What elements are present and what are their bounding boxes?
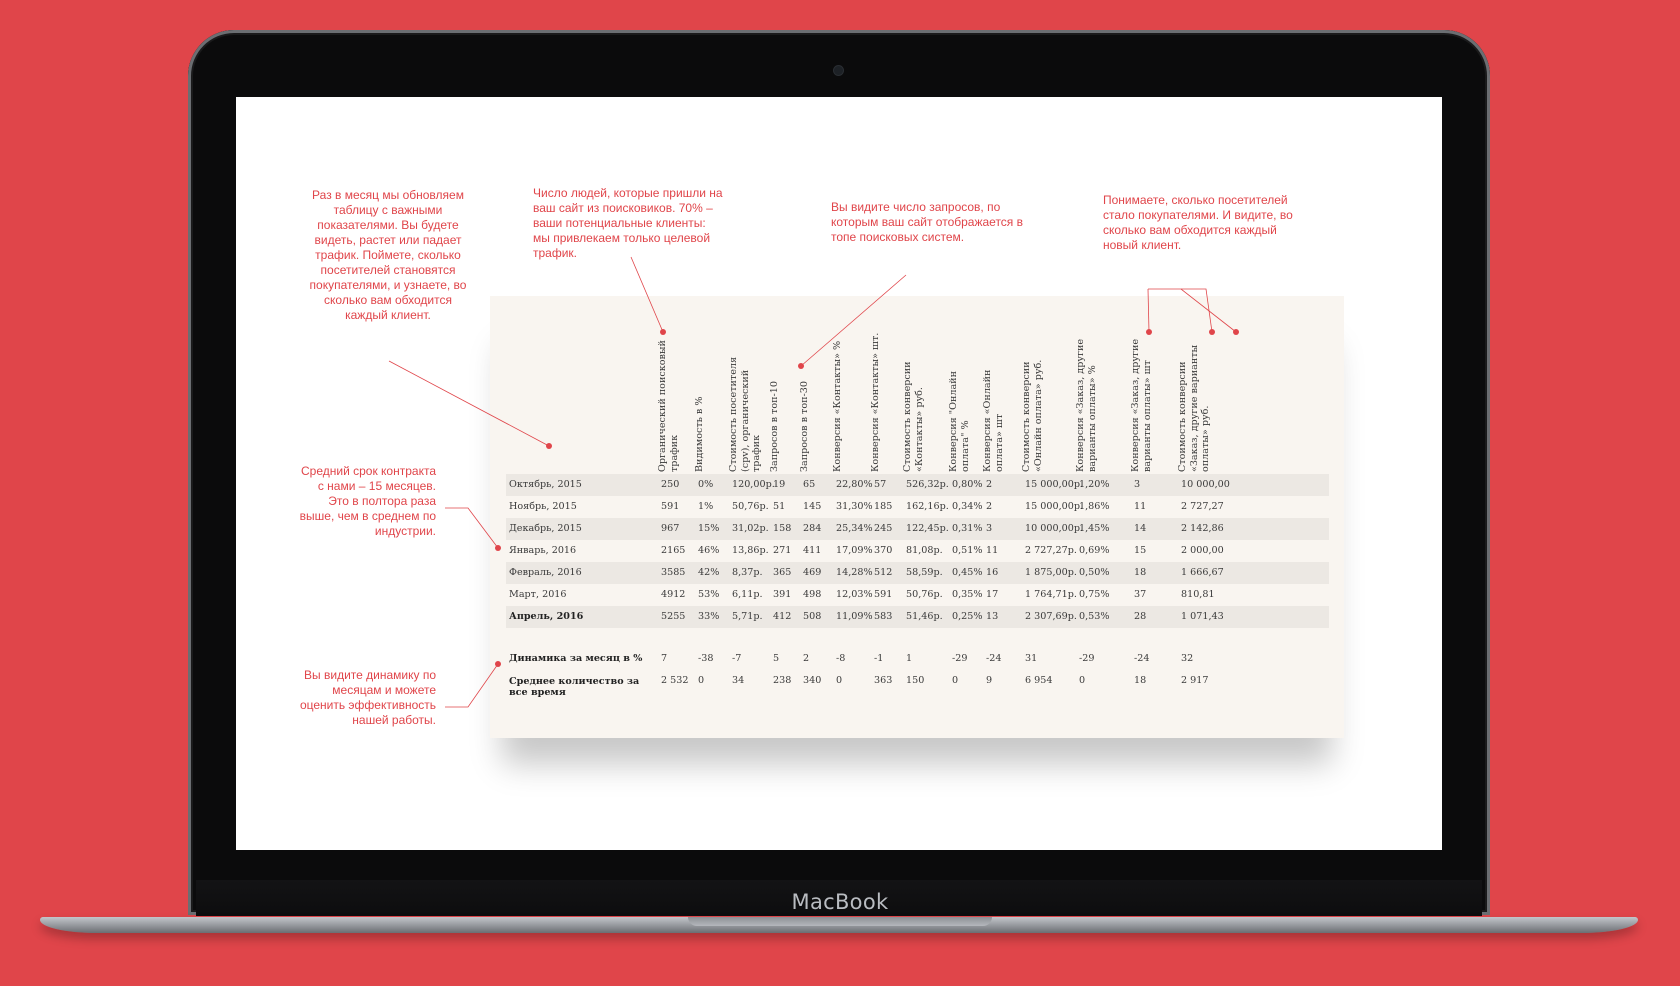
- table-cell: 1,45%: [1079, 523, 1110, 534]
- table-cell: 2 727,27: [1181, 501, 1224, 512]
- table-cell: 512: [874, 567, 893, 578]
- table-cell: -38: [698, 653, 714, 664]
- table-cell: 0,50%: [1079, 567, 1110, 578]
- table-cell: 0: [952, 675, 959, 686]
- table-cell: 50,76р.: [906, 589, 943, 600]
- annotation-queries: Вы видите число запросов, по которым ваш сайт отображается в топе поисковых систем.: [831, 200, 1024, 244]
- row-label: Динамика за месяц в %: [509, 653, 643, 664]
- table-cell: 0,51%: [952, 545, 983, 556]
- table-cell: 0,25%: [952, 611, 983, 622]
- table-cell: -7: [732, 653, 742, 664]
- table-row: [506, 540, 1329, 562]
- table-cell: 412: [773, 611, 792, 622]
- annotation-conversion: Понимаете, сколько посетителей стало покупателями. И видите, во сколько вам обходится каждый новый клиент.: [1103, 193, 1293, 252]
- table-cell: 0,45%: [952, 567, 983, 578]
- row-label: Январь, 2016: [509, 545, 577, 556]
- table-cell: 2 142,86: [1181, 523, 1224, 534]
- table-cell: 967: [661, 523, 680, 534]
- annotation-monthly-update: Раз в месяц мы обновляем таблицу с важными показателями. Вы будете видеть, растет или падает трафик. Поймете, сколько посетителей становятся покупателями, и узнаете, во сколько вам обходится каждый клиент.: [309, 188, 467, 322]
- table-cell: 42%: [698, 567, 720, 578]
- table-cell: 162,16р.: [906, 501, 949, 512]
- column-header: Стоимость конверсии «Заказ, другие варианты оплаты» руб.: [1177, 344, 1211, 472]
- table-cell: 11,09%: [836, 611, 873, 622]
- table-cell: 250: [661, 479, 680, 490]
- table-cell: 15%: [698, 523, 720, 534]
- table-cell: 57: [874, 479, 887, 490]
- table-cell: 33%: [698, 611, 720, 622]
- table-cell: 10 000,00р.: [1025, 523, 1084, 534]
- table-cell: 526,32р.: [906, 479, 949, 490]
- row-label: Март, 2016: [509, 589, 567, 600]
- table-cell: 37: [1134, 589, 1147, 600]
- table-cell: 284: [803, 523, 822, 534]
- column-header: Запросов в топ-10: [769, 381, 780, 472]
- table-cell: 2 307,69р.: [1025, 611, 1077, 622]
- table-cell: 583: [874, 611, 893, 622]
- column-header: Конверсия "Онлайн оплата" %: [948, 371, 971, 472]
- table-cell: 0,53%: [1079, 611, 1110, 622]
- table-cell: 2 532: [661, 675, 689, 686]
- table-cell: 13: [986, 611, 999, 622]
- table-cell: 9: [986, 675, 993, 686]
- table-cell: 13,86р.: [732, 545, 769, 556]
- table-cell: 238: [773, 675, 792, 686]
- table-cell: 810,81: [1181, 589, 1215, 600]
- table-cell: 2: [986, 479, 993, 490]
- row-label: Февраль, 2016: [509, 567, 582, 578]
- table-row: [506, 670, 1329, 698]
- table-cell: 469: [803, 567, 822, 578]
- table-cell: 145: [803, 501, 822, 512]
- table-cell: 65: [803, 479, 816, 490]
- table-cell: 365: [773, 567, 792, 578]
- table-cell: 81,08р.: [906, 545, 943, 556]
- table-cell: 31: [1025, 653, 1038, 664]
- table-cell: 1,20%: [1079, 479, 1110, 490]
- row-label: Ноябрь, 2015: [509, 501, 577, 512]
- table-cell: 0%: [698, 479, 714, 490]
- table-cell: 50,76р.: [732, 501, 769, 512]
- device-brand-label: MacBook: [791, 890, 889, 914]
- table-cell: 32: [1181, 653, 1194, 664]
- table-cell: 508: [803, 611, 822, 622]
- table-cell: 28: [1134, 611, 1147, 622]
- camera-icon: [834, 66, 843, 75]
- table-cell: 51: [773, 501, 786, 512]
- table-cell: 12,03%: [836, 589, 873, 600]
- table-cell: 15 000,00р.: [1025, 501, 1084, 512]
- table-cell: 0,35%: [952, 589, 983, 600]
- table-cell: 34: [732, 675, 745, 686]
- column-header: Конверсия «Контакты» %: [832, 340, 843, 472]
- table-cell: 6 954: [1025, 675, 1053, 686]
- table-cell: 363: [874, 675, 893, 686]
- table-cell: 1 764,71р.: [1025, 589, 1077, 600]
- table-cell: 18: [1134, 675, 1147, 686]
- table-row: [506, 648, 1329, 670]
- table-cell: 185: [874, 501, 893, 512]
- row-label: Апрель, 2016: [509, 611, 584, 622]
- table-cell: 0,34%: [952, 501, 983, 512]
- table-cell: 14,28%: [836, 567, 873, 578]
- table-cell: 2 000,00: [1181, 545, 1224, 556]
- column-header: Конверсия «Онлайн оплата» шт: [982, 369, 1005, 472]
- table-cell: 16: [986, 567, 999, 578]
- annotation-contract: Средний срок контракта с нами – 15 месяцев. Это в полтора раза выше, чем в среднем по индустрии.: [299, 464, 436, 538]
- table-row: [506, 496, 1329, 518]
- column-header: Стоимость посетителя (cpv), органический трафик: [728, 356, 762, 472]
- table-row: [506, 518, 1329, 540]
- table-cell: 10 000,00: [1181, 479, 1230, 490]
- table-cell: 2165: [661, 545, 686, 556]
- table-cell: 0,31%: [952, 523, 983, 534]
- column-header: Конверсия «Контакты» шт.: [870, 332, 881, 472]
- table-row: [506, 562, 1329, 584]
- table-cell: 17,09%: [836, 545, 873, 556]
- table-cell: -8: [836, 653, 846, 664]
- table-cell: -29: [1079, 653, 1095, 664]
- table-cell: 7: [661, 653, 668, 664]
- row-label: Октябрь, 2015: [509, 479, 582, 490]
- table-cell: 5,71р.: [732, 611, 763, 622]
- table-cell: 120,00р.: [732, 479, 775, 490]
- table-cell: 1 666,67: [1181, 567, 1224, 578]
- table-cell: 0: [1079, 675, 1086, 686]
- table-cell: 25,34%: [836, 523, 873, 534]
- table-cell: 2: [803, 653, 810, 664]
- table-cell: 1 875,00р.: [1025, 567, 1077, 578]
- table-cell: 8,37р.: [732, 567, 763, 578]
- table-cell: 2 727,27р.: [1025, 545, 1077, 556]
- table-cell: -1: [874, 653, 884, 664]
- table-cell: 1: [906, 653, 913, 664]
- table-cell: 15 000,00р.: [1025, 479, 1084, 490]
- column-header: Стоимость конверсии «Контакты» руб.: [902, 361, 925, 472]
- table-cell: 245: [874, 523, 893, 534]
- table-cell: 5255: [661, 611, 686, 622]
- table-cell: 150: [906, 675, 925, 686]
- table-cell: 2: [986, 501, 993, 512]
- annotation-traffic: Число людей, которые пришли на ваш сайт из поисковиков. 70% – ваши потенциальные клиенты: мы привлекаем только целевой трафик.: [533, 186, 723, 260]
- table-cell: 591: [661, 501, 680, 512]
- table-cell: 591: [874, 589, 893, 600]
- table-cell: 1 071,43: [1181, 611, 1224, 622]
- table-cell: 46%: [698, 545, 720, 556]
- table-cell: 411: [803, 545, 822, 556]
- table-cell: 0,75%: [1079, 589, 1110, 600]
- table-cell: 19: [773, 479, 786, 490]
- table-cell: 391: [773, 589, 792, 600]
- table-cell: 11: [1134, 501, 1147, 512]
- laptop-notch: [688, 917, 992, 926]
- table-cell: 3585: [661, 567, 686, 578]
- table-cell: 4912: [661, 589, 686, 600]
- table-cell: 5: [773, 653, 780, 664]
- table-row: [506, 584, 1329, 606]
- column-header: Конверсия «Заказ, другие варианты оплаты» шт: [1130, 338, 1153, 472]
- table-cell: 31,30%: [836, 501, 873, 512]
- table-cell: -24: [1134, 653, 1150, 664]
- annotation-dynamics: Вы видите динамику по месяцам и можете оценить эффективность нашей работы.: [299, 668, 436, 727]
- table-cell: 58,59р.: [906, 567, 943, 578]
- table-cell: 3: [986, 523, 993, 534]
- column-header: Органический поисковый трафик: [657, 340, 680, 472]
- table-cell: 18: [1134, 567, 1147, 578]
- table-cell: 1,86%: [1079, 501, 1110, 512]
- row-label: Декабрь, 2015: [509, 523, 582, 534]
- table-cell: 122,45р.: [906, 523, 949, 534]
- row-label: Среднее количество за все время: [509, 676, 640, 698]
- table-cell: 22,80%: [836, 479, 873, 490]
- table-cell: 17: [986, 589, 999, 600]
- table-cell: 1%: [698, 501, 714, 512]
- table-cell: 0: [836, 675, 843, 686]
- table-cell: 6,11р.: [732, 589, 763, 600]
- table-cell: 0: [698, 675, 705, 686]
- laptop-screen: [236, 97, 1442, 850]
- table-cell: 498: [803, 589, 822, 600]
- column-header: Запросов в топ-30: [799, 381, 810, 472]
- table-cell: 271: [773, 545, 792, 556]
- table-cell: 53%: [698, 589, 720, 600]
- table-cell: 370: [874, 545, 893, 556]
- table-cell: 158: [773, 523, 792, 534]
- column-header: Видимость в %: [694, 396, 705, 472]
- table-cell: 51,46р.: [906, 611, 943, 622]
- table-cell: 0,80%: [952, 479, 983, 490]
- column-header: Стоимость конверсии «Онлайн оплата» руб.: [1021, 359, 1044, 472]
- table-cell: 14: [1134, 523, 1147, 534]
- table-cell: 31,02р.: [732, 523, 769, 534]
- table-cell: 11: [986, 545, 999, 556]
- table-row: [506, 606, 1329, 628]
- table-cell: 15: [1134, 545, 1147, 556]
- table-cell: 2 917: [1181, 675, 1209, 686]
- table-cell: 0,69%: [1079, 545, 1110, 556]
- column-header: Конверсия «Заказ, другие варианты оплаты» %: [1075, 338, 1098, 472]
- table-cell: 340: [803, 675, 822, 686]
- table-cell: -29: [952, 653, 968, 664]
- table-row: [506, 474, 1329, 496]
- table-cell: 3: [1134, 479, 1141, 490]
- table-cell: -24: [986, 653, 1002, 664]
